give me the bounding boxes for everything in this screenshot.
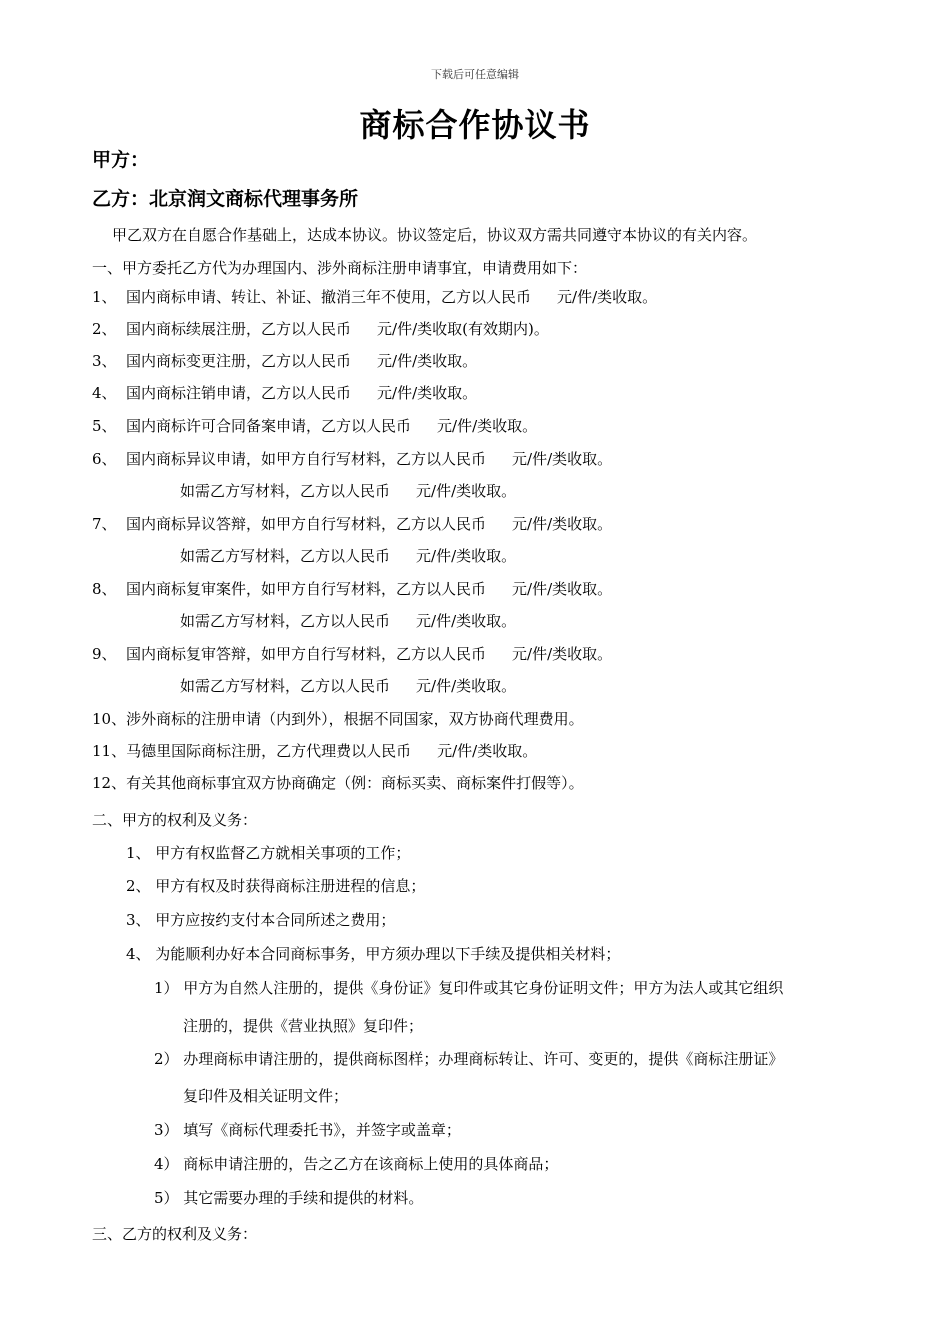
fee-item	[92, 644, 612, 664]
item-unit: 元/件/类收取。	[437, 417, 538, 435]
fee-item	[92, 579, 612, 599]
material-item: 4） 商标申请注册的，告之乙方在该商标上使用的具体商品；	[154, 1155, 559, 1173]
fee-item-12: 12、有关其他商标事宜双方协商确定（例：商标买卖、商标案件打假等）。	[92, 774, 584, 792]
fee-item-10: 10、涉外商标的注册申请（内到外），根据不同国家，双方协商代理费用。	[92, 710, 584, 728]
material-item: 3） 填写《商标代理委托书》，并签字或盖章；	[154, 1121, 461, 1139]
item-number: 4、	[92, 384, 117, 402]
section1-heading: 一、甲方委托乙方代为办理国内、涉外商标注册申请事宜，申请费用如下：	[92, 259, 588, 277]
fee-item	[92, 319, 549, 339]
item-unit: 元/件/类收取。	[512, 645, 613, 663]
section3-heading: 三、乙方的权利及义务：	[92, 1225, 258, 1243]
intro-paragraph: 甲乙双方在自愿合作基础上，达成本协议。协议签定后，协议双方需共同遵守本协议的有关内容。	[112, 226, 758, 244]
header-note: 下载后可任意编辑	[431, 68, 519, 81]
item-text: 如需乙方写材料，乙方以人民币	[180, 547, 391, 565]
item-unit: 元/件/类收取。	[437, 742, 538, 760]
rights-item: 2、 甲方有权及时获得商标注册进程的信息；	[126, 877, 426, 895]
item-number: 1、	[92, 288, 117, 306]
party-b: 乙方：北京润文商标代理事务所	[92, 188, 359, 210]
item-unit: 元/件/类收取。	[416, 677, 517, 695]
item-number: 2、	[92, 320, 117, 338]
material-item: 5） 其它需要办理的手续和提供的材料。	[154, 1189, 424, 1207]
rights-item: 3、 甲方应按约支付本合同所述之费用；	[126, 911, 396, 929]
item-unit: 元/件/类收取。	[416, 612, 517, 630]
material-item: 1） 甲方为自然人注册的，提供《身份证》复印件或其它身份证明文件；甲方为法人或其它组织	[154, 979, 784, 997]
rights-item: 4、 为能顺利办好本合同商标事务，甲方须办理以下手续及提供相关材料；	[126, 945, 621, 963]
page-title: 商标合作协议书	[359, 106, 591, 144]
item-text: 国内商标续展注册，乙方以人民币	[126, 320, 352, 338]
item-number: 3、	[92, 352, 117, 370]
fee-item	[92, 514, 612, 534]
item-unit: 元/件/类收取。	[512, 515, 613, 533]
item-text: 国内商标复审案件，如甲方自行写材料，乙方以人民币	[126, 580, 487, 598]
item-unit: 元/件/类收取。	[557, 288, 658, 306]
item-unit: 元/件/类收取。	[512, 450, 613, 468]
item-text: 国内商标许可合同备案申请，乙方以人民币	[126, 417, 412, 435]
fee-subitem	[180, 611, 516, 631]
item-number: 6、	[92, 450, 117, 468]
item-unit: 元/件/类收取(有效期内)。	[377, 320, 549, 338]
item-text: 如需乙方写材料，乙方以人民币	[180, 612, 391, 630]
item-text: 国内商标申请、转让、补证、撤消三年不使用，乙方以人民币	[126, 288, 532, 306]
fee-subitem	[180, 481, 516, 501]
material-item: 2） 办理商标申请注册的，提供商标图样；办理商标转让、许可、变更的，提供《商标注册证》	[154, 1050, 784, 1068]
item-unit: 元/件/类收取。	[416, 482, 517, 500]
item-text: 国内商标注销申请，乙方以人民币	[126, 384, 352, 402]
item-unit: 元/件/类收取。	[416, 547, 517, 565]
item-text: 国内商标复审答辩，如甲方自行写材料，乙方以人民币	[126, 645, 487, 663]
item-number: 8、	[92, 580, 117, 598]
material-item-continued: 复印件及相关证明文件；	[183, 1087, 349, 1105]
item-unit: 元/件/类收取。	[377, 352, 478, 370]
item-number: 7、	[92, 515, 117, 533]
item-number: 5、	[92, 417, 117, 435]
item-text: 国内商标变更注册，乙方以人民币	[126, 352, 352, 370]
item-text: 国内商标异议申请，如甲方自行写材料，乙方以人民币	[126, 450, 487, 468]
item-text: 如需乙方写材料，乙方以人民币	[180, 482, 391, 500]
fee-item	[92, 416, 537, 436]
item-text: 如需乙方写材料，乙方以人民币	[180, 677, 391, 695]
fee-subitem	[180, 676, 516, 696]
fee-item	[92, 383, 477, 403]
item-number: 9、	[92, 645, 117, 663]
fee-item	[92, 287, 657, 307]
fee-item	[92, 449, 612, 469]
section2-heading: 二、甲方的权利及义务：	[92, 811, 258, 829]
item-unit: 元/件/类收取。	[377, 384, 478, 402]
fee-subitem	[180, 546, 516, 566]
item-text: 11、马德里国际商标注册，乙方代理费以人民币	[92, 742, 412, 760]
material-item-continued: 注册的，提供《营业执照》复印件；	[183, 1017, 424, 1035]
fee-item-11	[92, 741, 537, 761]
item-text: 国内商标异议答辩，如甲方自行写材料，乙方以人民币	[126, 515, 487, 533]
fee-item	[92, 351, 477, 371]
party-a: 甲方：	[92, 149, 150, 171]
rights-item: 1、 甲方有权监督乙方就相关事项的工作；	[126, 844, 411, 862]
item-unit: 元/件/类收取。	[512, 580, 613, 598]
